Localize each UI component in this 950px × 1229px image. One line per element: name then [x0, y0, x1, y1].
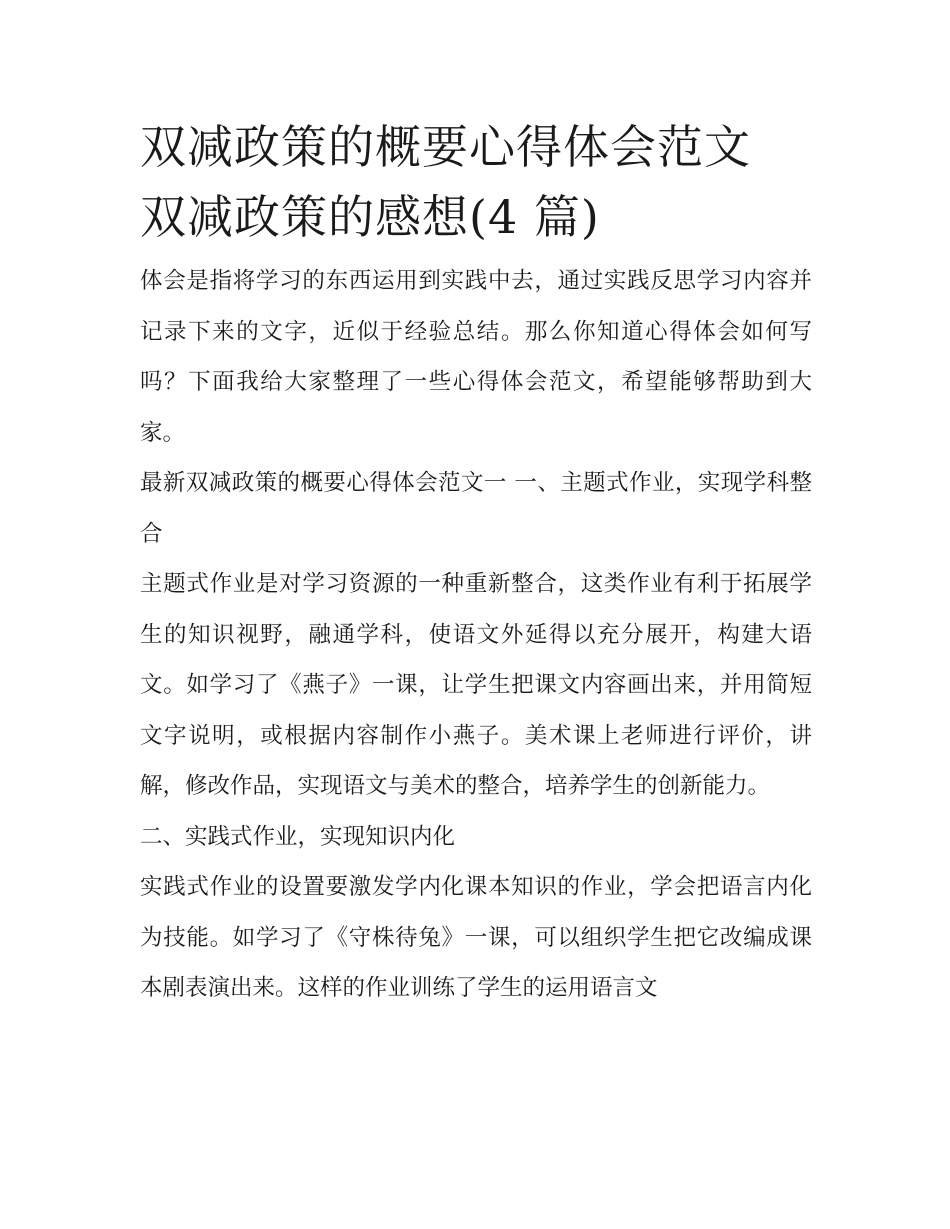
document-page	[140, 112, 812, 1014]
section-heading-2: 二、实践式作业，实现知识内化	[140, 823, 456, 850]
section-heading-1: 最新双减政策的概要心得体会范文一 一、主题式作业，实现学科整合	[140, 470, 812, 547]
document-title	[140, 112, 812, 252]
body-paragraph-1: 主题式作业是对学习资源的一种重新整合，这类作业有利于拓展学生的知识视野，融通学科，使语文外延得以充分展开，构建大语文。如学习了《燕子》一课，让学生把课文内容画出来，并用简短文字说明，或根据内容制作小燕子。美术课上老师进行评价，讲解，修改作品，实现语文与美术的整合，培养学生的创新能力。	[140, 571, 812, 799]
title-line-2: 双减政策的感想(4 篇)	[140, 190, 600, 244]
intro-paragraph: 体会是指将学习的东西运用到实践中去，通过实践反思学习内容并记录下来的文字，近似于经验总结。那么你知道心得体会如何写吗？下面我给大家整理了一些心得体会范文，希望能够帮助到大家。	[140, 268, 812, 446]
title-line-1: 双减政策的概要心得体会范文	[140, 120, 751, 174]
body-paragraph-2: 实践式作业的设置要激发学内化课本知识的作业，学会把语言内化为技能。如学习了《守株待兔》一课，可以组织学生把它改编成课本剧表演出来。这样的作业训练了学生的运用语言文	[140, 874, 812, 1001]
